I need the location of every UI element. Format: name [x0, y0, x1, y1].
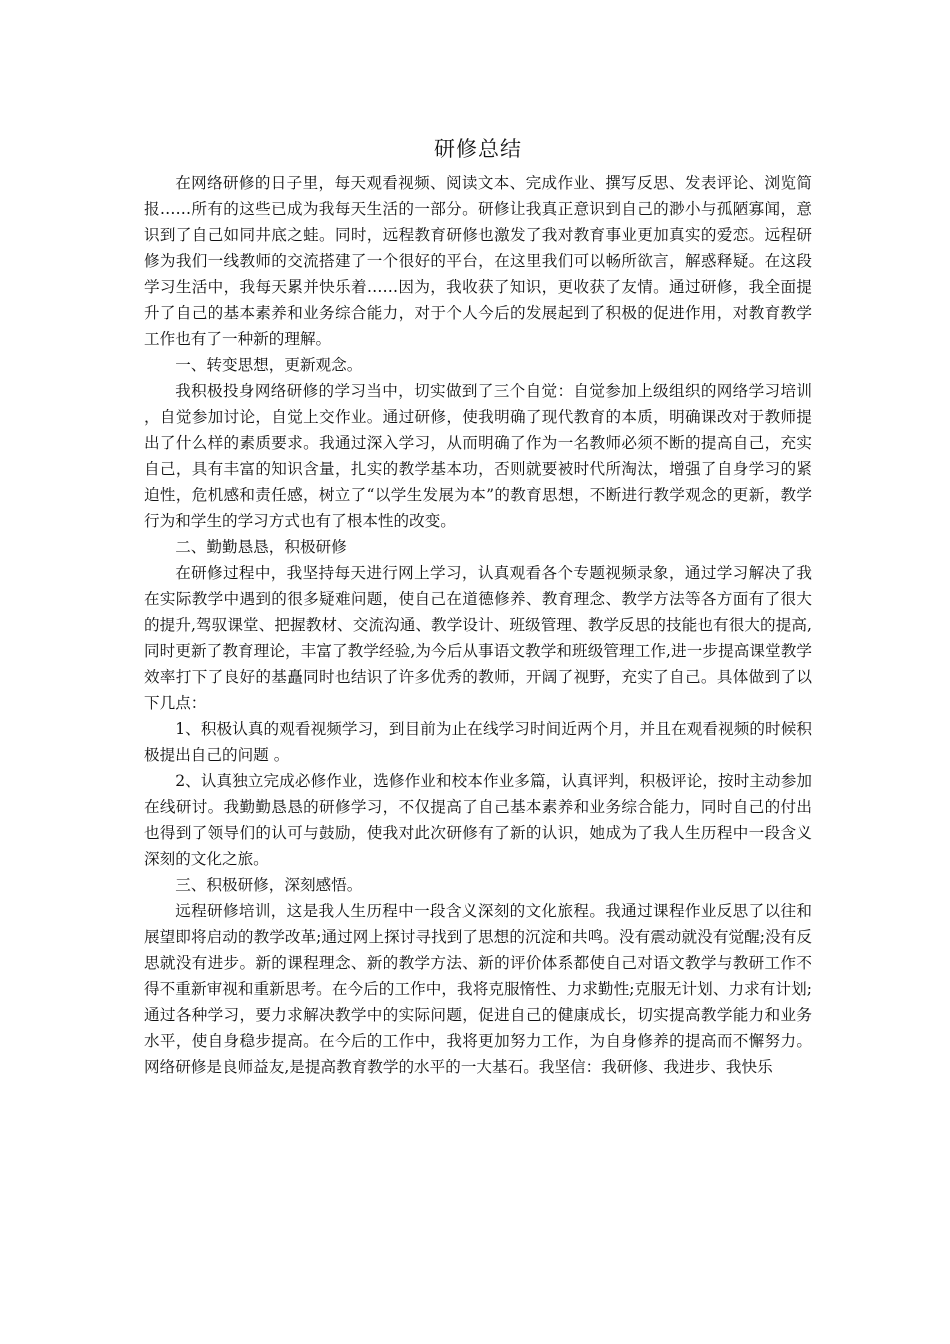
list-item-1: 1、积极认真的观看视频学习，到目前为止在线学习时间近两个月，并且在观看视频的时候积极提出自己的问题 。	[144, 720, 812, 764]
section-2-paragraph: 在研修过程中，我坚持每天进行网上学习，认真观看各个专题视频录象，通过学习解决了我在实际教学中遇到的很多疑难问题，使自己在道德修养、教育理念、教学方法等各方面有了很大的提升,驾驭课堂、把握教材、交流沟通、教学设计、班级管理、教学反思的技能也有很大的提高,同时更新了教育理论，丰富了教学经验,为今后从事语文教学和班级管理工作,进一步提高课堂教学效率打下了良好的基矗同时也结识了许多优秀的教师，开阔了视野，充实了自己。具体做到了以下几点：	[144, 564, 812, 712]
document-title: 研修总结	[434, 137, 522, 161]
section-3-paragraph: 远程研修培训，这是我人生历程中一段含义深刻的文化旅程。我通过课程作业反思了以往和展望即将启动的教学改革;通过网上探讨寻找到了思想的沉淀和共鸣。没有震动就没有觉醒;没有反思就没有进步。新的课程理念、新的教学方法、新的评价体系都使自己对语文教学与教研工作不得不重新审视和重新思考。在今后的工作中，我将克服惰性、力求勤性;克服无计划、力求有计划; 通过各种学习，要力求解决教学中的实际问题，促进自己的健康成长，切实提高教学能力和业务水平，使自身稳步提高。在今后的工作中，我将更加努力工作，为自身修养的提高而不懈努力。网络研修是良师益友,是提高教育教学的水平的一大基石。我坚信：我研修、我进步、我快乐	[144, 902, 812, 1076]
section-heading-3: 三、积极研修，深刻感悟。	[175, 876, 363, 894]
section-heading-1: 一、转变思想，更新观念。	[175, 356, 363, 374]
section-heading-2: 二、勤勤恳恳，积极研修	[175, 538, 347, 556]
section-1-paragraph: 我积极投身网络研修的学习当中，切实做到了三个自觉：自觉参加上级组织的网络学习培训，自觉参加讨论，自觉上交作业。通过研修，使我明确了现代教育的本质，明确课改对于教师提出了什么样的素质要求。我通过深入学习，从而明确了作为一名教师必须不断的提高自己，充实自己，具有丰富的知识含量，扎实的教学基本功，否则就要被时代所淘汰，增强了自身学习的紧迫性，危机感和责任感，树立了“以学生发展为本”的教育思想，不断进行教学观念的更新，教学行为和学生的学习方式也有了根本性的改变。	[144, 382, 812, 530]
intro-paragraph: 在网络研修的日子里，每天观看视频、阅读文本、完成作业、撰写反思、发表评论、浏览简报……所有的这些已成为我每天生活的一部分。研修让我真正意识到自己的渺小与孤陋寡闻，意识到了自己如同井底之蛙。同时，远程教育研修也激发了我对教育事业更加真实的爱恋。远程研修为我们一线教师的交流搭建了一个很好的平台，在这里我们可以畅所欲言，解惑释疑。在这段学习生活中，我每天累并快乐着……因为，我收获了知识，更收获了友情。通过研修，我全面提升了自己的基本素养和业务综合能力，对于个人今后的发展起到了积极的促进作用，对教育教学工作也有了一种新的理解。	[144, 174, 812, 348]
list-item-2: 2、认真独立完成必修作业，选修作业和校本作业多篇，认真评判，积极评论，按时主动参加在线研讨。我勤勤恳恳的研修学习，不仅提高了自己基本素养和业务综合能力，同时自己的付出也得到了领导们的认可与鼓励，使我对此次研修有了新的认识，她成为了我人生历程中一段含义深刻的文化之旅。	[144, 772, 812, 868]
document-body	[144, 130, 812, 1080]
